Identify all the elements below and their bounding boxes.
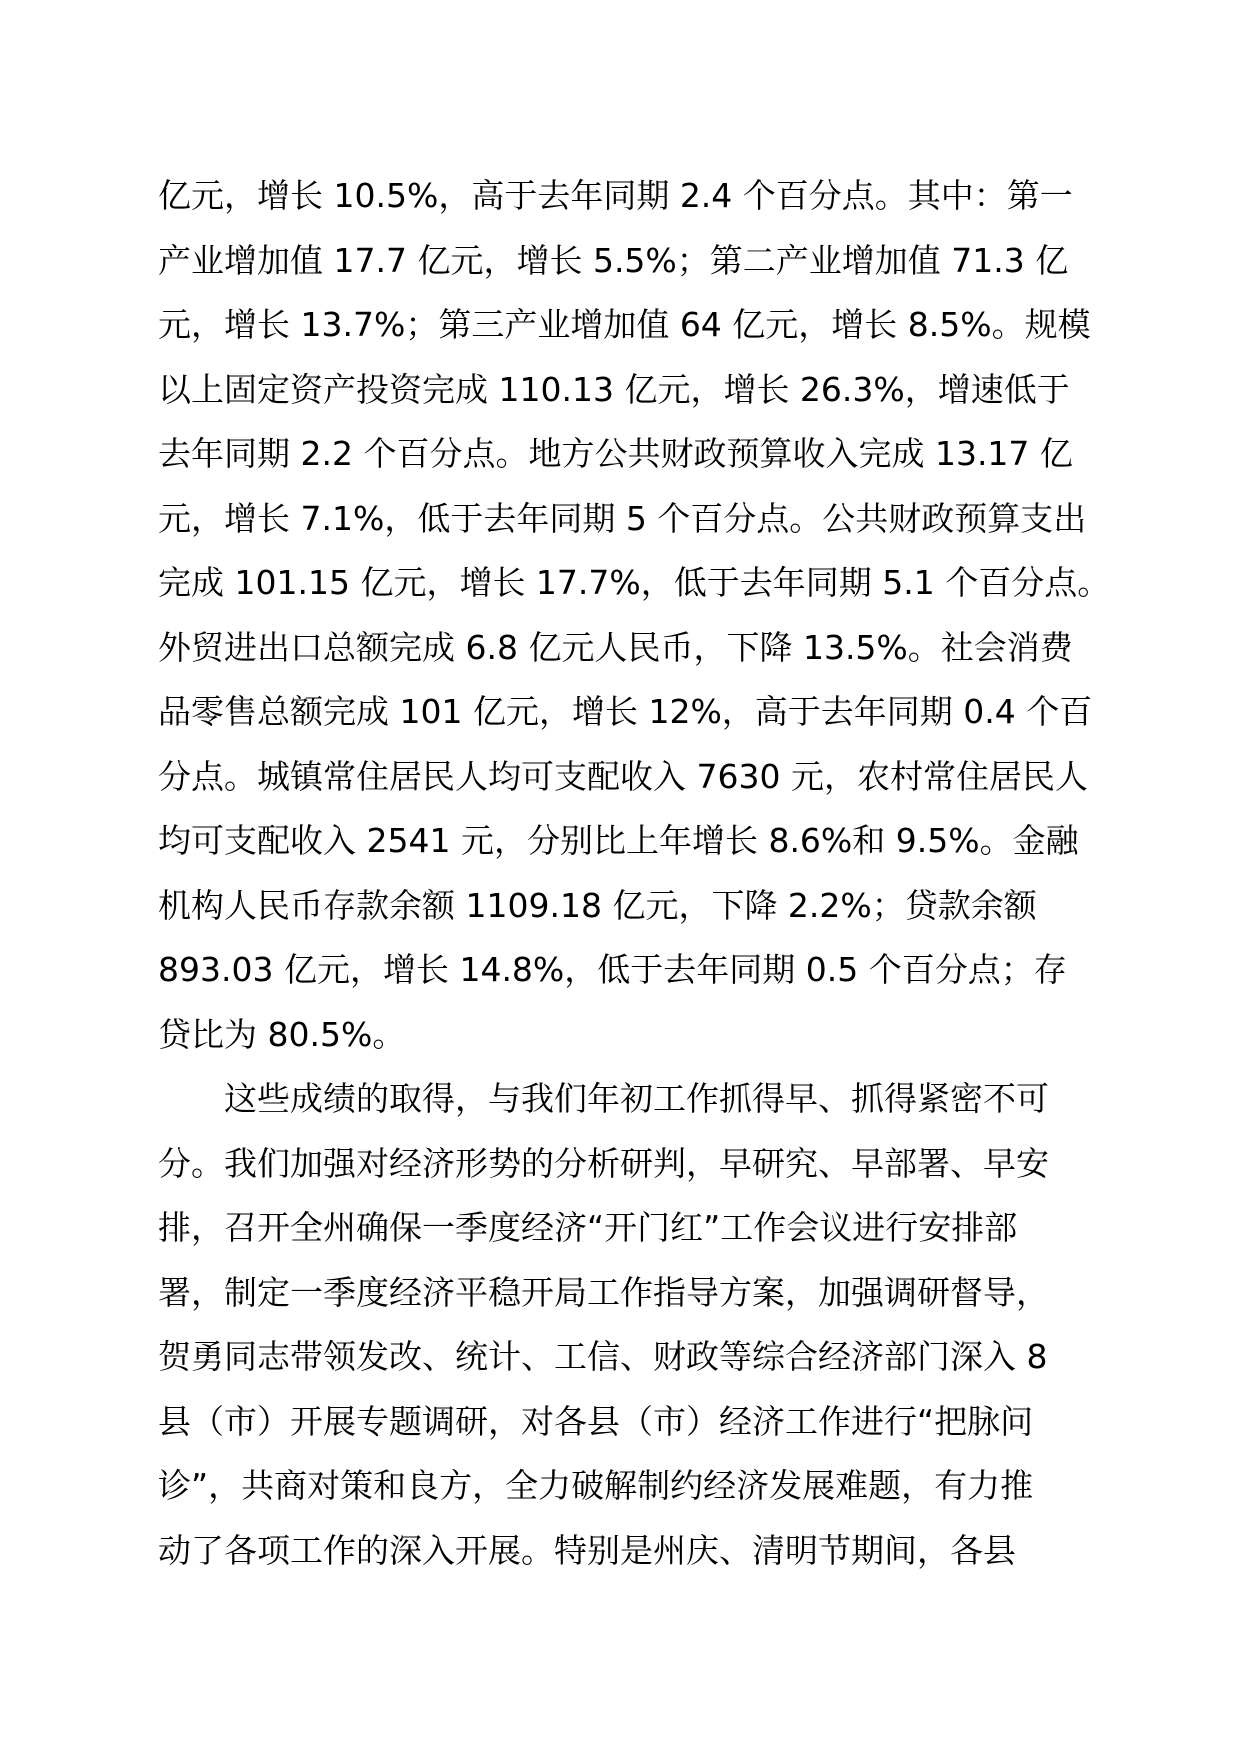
text-line: 机构人民币存款余额 1109.18 亿元，下降 2.2%；贷款余额 (158, 885, 1037, 925)
text-line: 贺勇同志带领发改、统计、工信、财政等综合经济部门深入 8 (158, 1337, 1048, 1376)
text-line: 均可支配收入 2541 元，分别比上年增长 8.6%和 9.5%。金融 (158, 821, 1079, 860)
text-line: 排，召开全州确保一季度经济“开门红”工作会议进行安排部 (158, 1208, 1018, 1247)
text-line: 县（市）开展专题调研，对各县（市）经济工作进行“把脉问 (158, 1401, 1034, 1441)
text-line: 品零售总额完成 101 亿元，增长 12%，高于去年同期 0.4 个百 (158, 692, 1093, 731)
text-line: 外贸进出口总额完成 6.8 亿元人民币，下降 13.5%。社会消费 (158, 627, 1073, 667)
text-line: 动了各项工作的深入开展。特别是州庆、清明节期间，各县 (158, 1530, 1016, 1570)
text-line: 分点。城镇常住居民人均可支配收入 7630 元，农村常住居民人 (158, 756, 1088, 796)
text-line: 这些成绩的取得，与我们年初工作抓得早、抓得紧密不可 (158, 1079, 1049, 1118)
text-line: 贷比为 80.5%。 (158, 1014, 406, 1054)
text-line: 以上固定资产投资完成 110.13 亿元，增长 26.3%，增速低于 (158, 369, 1070, 409)
text-line: 亿元，增长 10.5%，高于去年同期 2.4 个百分点。其中：第一 (158, 176, 1073, 215)
text-line: 893.03 亿元，增长 14.8%，低于去年同期 0.5 个百分点；存 (158, 950, 1067, 989)
document-body (158, 164, 1111, 1583)
text-line: 产业增加值 17.7 亿元，增长 5.5%；第二产业增加值 71.3 亿 (158, 240, 1069, 280)
text-line: 分。我们加强对经济形势的分析研判，早研究、早部署、早安 (158, 1143, 1049, 1183)
text-line: 诊”，共商对策和良方，全力破解制约经济发展难题，有力推 (158, 1466, 1034, 1505)
text-line: 署，制定一季度经济平稳开局工作指导方案，加强调研督导， (158, 1272, 1049, 1312)
text-line: 完成 101.15 亿元，增长 17.7%，低于去年同期 5.1 个百分点。 (158, 563, 1111, 602)
text-line: 元，增长 13.7%；第三产业增加值 64 亿元，增长 8.5%。规模 (158, 305, 1091, 344)
text-line: 去年同期 2.2 个百分点。地方公共财政预算收入完成 13.17 亿 (158, 434, 1073, 473)
text-line: 元，增长 7.1%，低于去年同期 5 个百分点。公共财政预算支出 (158, 498, 1087, 538)
